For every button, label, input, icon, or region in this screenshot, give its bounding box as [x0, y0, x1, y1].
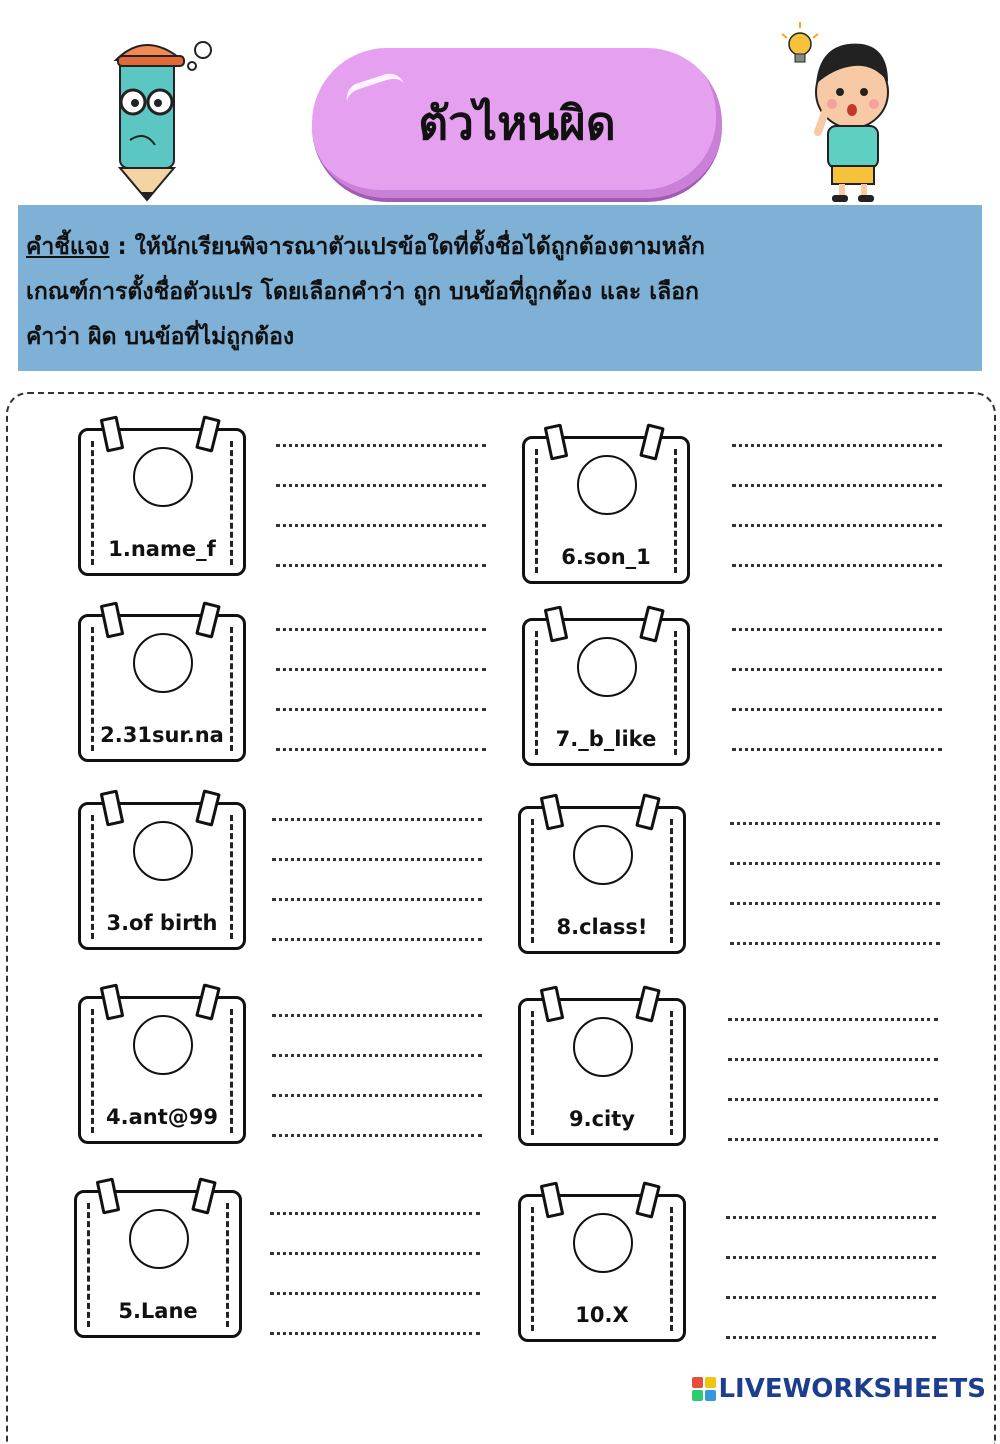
- instructions-text-1: : ให้นักเรียนพิจารณาตัวแปรข้อใดที่ตั้งชื่อได้ถูกต้องตามหลัก: [109, 234, 705, 260]
- instructions-lead: คำชี้แจง: [26, 234, 110, 260]
- question-card-6: [522, 436, 690, 584]
- instructions-line-1: [26, 225, 972, 270]
- answer-drop-circle[interactable]: [577, 637, 637, 697]
- question-card-1: [78, 428, 246, 576]
- variable-name-label: 4.ant@99: [106, 1105, 218, 1129]
- variable-name-label: 7._b_like: [555, 727, 657, 751]
- question-card-3: [78, 802, 246, 950]
- page-title: ตัวไหนผิด: [418, 95, 616, 150]
- answer-lines[interactable]: [276, 442, 486, 602]
- variable-name-label: 5.Lane: [118, 1299, 198, 1323]
- variable-name-label: 8.class!: [556, 915, 648, 939]
- answer-lines[interactable]: [272, 816, 482, 976]
- answer-lines[interactable]: [726, 1214, 936, 1374]
- variable-name-label: 10.X: [575, 1303, 629, 1327]
- title-shine-decoration: [343, 70, 410, 119]
- answer-lines[interactable]: [730, 820, 940, 980]
- answer-drop-circle[interactable]: [573, 1017, 633, 1077]
- variable-name-label: 1.name_f: [108, 537, 216, 561]
- answer-drop-circle[interactable]: [133, 821, 193, 881]
- answer-drop-circle[interactable]: [577, 455, 637, 515]
- question-card-2: [78, 614, 246, 762]
- instructions-box: [18, 205, 982, 371]
- answer-lines[interactable]: [272, 1012, 482, 1172]
- question-card-10: [518, 1194, 686, 1342]
- answer-lines[interactable]: [728, 1016, 938, 1176]
- title-banner: [312, 48, 722, 202]
- instructions-line-2: เกณฑ์การตั้งชื่อตัวแปร โดยเลือกคำว่า ถูก บนข้อที่ถูกต้อง และ เลือก: [26, 279, 699, 305]
- instructions-line-3: คำว่า ผิด บนข้อที่ไม่ถูกต้อง: [26, 324, 295, 350]
- answer-lines[interactable]: [270, 1210, 480, 1370]
- question-card-5: [74, 1190, 242, 1338]
- answer-drop-circle[interactable]: [573, 1213, 633, 1273]
- lightbulb-icon: [782, 22, 818, 62]
- question-card-7: [522, 618, 690, 766]
- liveworksheets-brand[interactable]: [692, 1374, 986, 1404]
- question-card-8: [518, 806, 686, 954]
- answer-drop-circle[interactable]: [129, 1209, 189, 1269]
- answer-drop-circle[interactable]: [573, 825, 633, 885]
- variable-name-label: 6.son_1: [561, 545, 651, 569]
- variable-name-label: 9.city: [569, 1107, 635, 1131]
- answer-lines[interactable]: [732, 626, 942, 786]
- variable-name-label: 2.31sur.na: [100, 723, 224, 747]
- brand-name: LIVEWORKSHEETS: [718, 1374, 986, 1404]
- answer-drop-circle[interactable]: [133, 447, 193, 507]
- answer-drop-circle[interactable]: [133, 1015, 193, 1075]
- liveworksheets-logo-icon: [692, 1377, 716, 1401]
- question-card-4: [78, 996, 246, 1144]
- answer-lines[interactable]: [732, 442, 942, 602]
- variable-name-label: 3.of birth: [106, 911, 218, 935]
- pencil-mascot-icon: [100, 30, 220, 205]
- answer-lines[interactable]: [276, 626, 486, 786]
- question-card-9: [518, 998, 686, 1146]
- thinking-boy-icon: [770, 14, 910, 204]
- answer-drop-circle[interactable]: [133, 633, 193, 693]
